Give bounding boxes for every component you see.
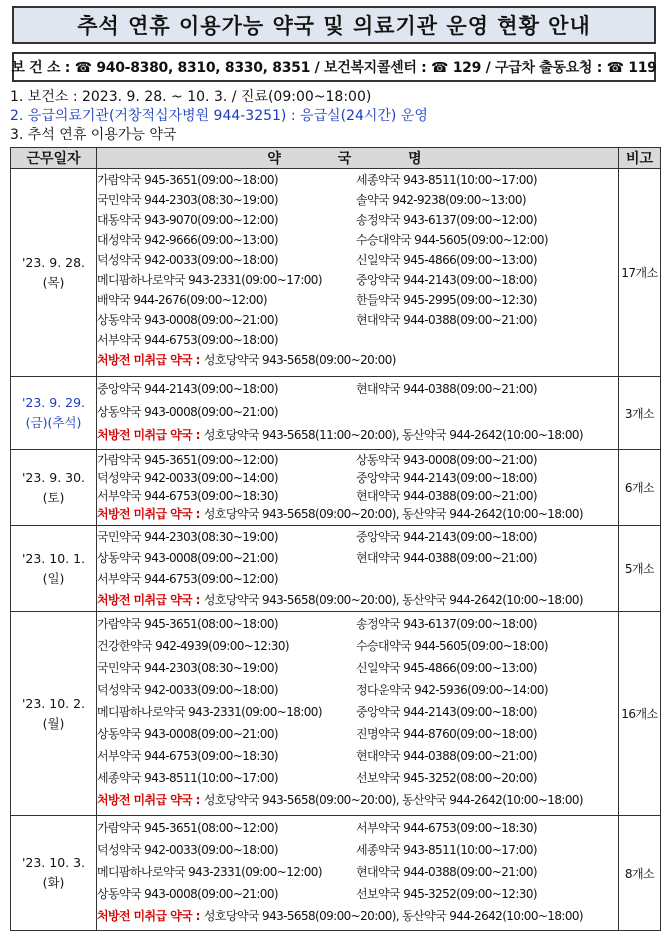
pharmacy-entry: 상동약국 943-0008(09:00~21:00) <box>97 726 278 741</box>
work-day-label: (화) <box>42 875 65 890</box>
pharmacy-entry: 송정약국 943-6137(09:00~18:00) <box>356 616 537 631</box>
pharmacy-pair <box>97 269 618 289</box>
work-date: '23. 9. 28. <box>21 254 86 270</box>
pharmacy-count: 5개소 <box>619 526 661 612</box>
table-row <box>11 377 661 450</box>
work-date-cell <box>11 612 97 816</box>
work-date: '23. 10. 1. <box>21 550 86 566</box>
pharmacy-entry: 국민약국 944-2303(08:30~19:00) <box>97 660 278 675</box>
pharmacy-entry: 건강한약국 942-4939(09:00~12:30) <box>97 638 289 653</box>
pharmacy-pair <box>97 289 618 309</box>
pharmacy-entry: 상동약국 943-0008(09:00~21:00) <box>97 312 278 327</box>
pharmacy-pair <box>97 189 618 209</box>
work-date: '23. 9. 29. <box>21 395 86 410</box>
non-prescription-entry: 성호당약국 943-5658(09:00~20:00), <box>203 908 400 923</box>
non-prescription-pharmacies <box>97 349 618 369</box>
non-prescription-entry: 동산약국 944-2642(10:00~18:00) <box>402 506 583 521</box>
work-date-cell <box>11 816 97 931</box>
pharmacy-entry: 세종약국 943-8511(10:00~17:00) <box>356 172 537 187</box>
pharmacy-entry: 서부약국 944-6753(09:00~18:30) <box>97 748 278 763</box>
pharmacy-pair <box>97 329 618 349</box>
work-date: '23. 10. 3. <box>21 855 86 870</box>
non-prescription-pharmacies <box>97 423 618 446</box>
pharmacy-entry: 현대약국 944-0388(09:00~21:00) <box>356 551 537 565</box>
pharmacy-entry: 진명약국 944-8760(09:00~18:00) <box>356 726 537 741</box>
pharmacy-entry: 덕성약국 942-0033(09:00~14:00) <box>97 470 278 485</box>
non-prescription-label: 처방전 미취급 약국 : <box>97 506 200 521</box>
work-date-cell <box>11 377 97 450</box>
pharmacy-entry: 선보약국 945-3252(08:00~20:00) <box>356 770 537 785</box>
table-row <box>11 450 661 526</box>
pharmacy-list-cell <box>97 377 619 450</box>
work-date: '23. 10. 2. <box>21 695 86 711</box>
work-date-cell <box>11 169 97 377</box>
pharmacy-pair <box>97 450 618 468</box>
pharmacy-list-cell <box>97 450 619 526</box>
pharmacy-schedule-table <box>10 147 661 931</box>
pharmacy-entry: 대동약국 943-9070(09:00~12:00) <box>97 212 278 227</box>
work-day-label: (금)(추석) <box>25 415 82 430</box>
pharmacy-pair <box>97 568 618 589</box>
notes <box>10 88 660 145</box>
pharmacy-pair <box>97 209 618 229</box>
pharmacy-entry: 한들약국 945-2995(09:00~12:30) <box>356 292 537 307</box>
non-prescription-label: 처방전 미취급 약국 : <box>97 428 200 442</box>
pharmacy-entry: 정다운약국 942-5936(09:00~14:00) <box>356 682 548 697</box>
work-day-label: (토) <box>42 489 65 505</box>
pharmacy-entry: 가람약국 945-3651(08:00~18:00) <box>97 616 278 631</box>
pharmacy-entry: 중앙약국 944-2143(09:00~18:00) <box>97 382 278 396</box>
pharmacy-pair <box>97 249 618 269</box>
pharmacy-count: 8개소 <box>619 816 661 931</box>
pharmacy-entry: 가람약국 945-3651(08:00~12:00) <box>97 820 278 835</box>
pharmacy-entry: 서부약국 944-6753(09:00~18:30) <box>97 488 278 503</box>
pharmacy-pair <box>97 526 618 547</box>
pharmacy-pair <box>97 816 618 838</box>
note-clinic-hours: 1. 보건소 : 2023. 9. 28. ~ 10. 3. / 진료(09:00~18:00) <box>10 89 372 105</box>
non-prescription-entry: 성호당약국 943-5658(11:00~20:00), <box>203 428 400 442</box>
work-date-cell <box>11 526 97 612</box>
pharmacy-entry: 가람약국 945-3651(09:00~18:00) <box>97 172 278 187</box>
pharmacy-count: 16개소 <box>619 612 661 816</box>
pharmacy-entry: 현대약국 944-0388(09:00~21:00) <box>356 382 537 396</box>
non-prescription-pharmacies <box>97 504 618 522</box>
pharmacy-entry: 신일약국 945-4866(09:00~13:00) <box>356 252 537 267</box>
non-prescription-entry: 동산약국 944-2642(10:00~18:00) <box>402 792 583 807</box>
header-pharmacy-name: 약 국 명 <box>97 148 619 169</box>
pharmacy-entry: 배약국 944-2676(09:00~12:00) <box>97 292 267 307</box>
pharmacy-pair <box>97 860 618 882</box>
table-row <box>11 816 661 931</box>
pharmacy-pair <box>97 612 618 634</box>
note-emergency-hospital: 2. 응급의료기관(거창적십자병원 944-3251) : 응급실(24시간) 운영 <box>10 108 428 124</box>
pharmacy-pair <box>97 229 618 249</box>
pharmacy-pair <box>97 766 618 788</box>
non-prescription-entry: 성호당약국 943-5658(09:00~20:00) <box>203 352 396 367</box>
pharmacy-entry: 세종약국 943-8511(10:00~17:00) <box>356 842 537 857</box>
pharmacy-entry: 가람약국 945-3651(09:00~12:00) <box>97 452 278 467</box>
pharmacy-entry: 중앙약국 944-2143(09:00~18:00) <box>356 530 537 544</box>
pharmacy-count: 3개소 <box>619 377 661 450</box>
pharmacy-entry: 국민약국 944-2303(08:30~19:00) <box>97 192 278 207</box>
pharmacy-entry: 신일약국 945-4866(09:00~13:00) <box>356 660 537 675</box>
work-day-label: (일) <box>42 570 65 586</box>
pharmacy-entry: 현대약국 944-0388(09:00~21:00) <box>356 312 537 327</box>
header-date: 근무일자 <box>11 148 97 169</box>
pharmacy-entry: 중앙약국 944-2143(09:00~18:00) <box>356 470 537 485</box>
pharmacy-entry: 선보약국 945-3252(09:00~12:30) <box>356 886 537 901</box>
pharmacy-pair <box>97 678 618 700</box>
contact-bar: 보 건 소 : ☎ 940-8380, 8310, 8330, 8351 / 보건복지콜센터 : ☎ 129 / 구급차 출동요청 : ☎ 119 <box>12 52 656 82</box>
work-date: '23. 9. 30. <box>21 469 86 485</box>
non-prescription-entry: 성호당약국 943-5658(09:00~20:00), <box>203 593 400 607</box>
header-note: 비고 <box>619 148 661 169</box>
pharmacy-entry: 서부약국 944-6753(09:00~18:30) <box>356 820 537 835</box>
pharmacy-entry: 대성약국 942-9666(09:00~13:00) <box>97 232 278 247</box>
pharmacy-list-cell <box>97 526 619 612</box>
page-title: 추석 연휴 이용가능 약국 및 의료기관 운영 현황 안내 <box>12 6 656 44</box>
non-prescription-label: 처방전 미취급 약국 : <box>97 352 200 367</box>
pharmacy-entry: 상동약국 943-0008(09:00~21:00) <box>97 405 278 419</box>
non-prescription-entry: 성호당약국 943-5658(09:00~20:00), <box>203 506 400 521</box>
pharmacy-count: 17개소 <box>619 169 661 377</box>
pharmacy-entry: 솔약국 942-9238(09:00~13:00) <box>356 192 526 207</box>
pharmacy-pair <box>97 722 618 744</box>
pharmacy-pair <box>97 547 618 568</box>
table-row <box>11 612 661 816</box>
pharmacy-pair <box>97 882 618 904</box>
non-prescription-entry: 동산약국 944-2642(10:00~18:00) <box>402 908 583 923</box>
pharmacy-pair <box>97 377 618 400</box>
pharmacy-pair <box>97 486 618 504</box>
pharmacy-entry: 덕성약국 942-0033(09:00~18:00) <box>97 682 278 697</box>
pharmacy-pair <box>97 634 618 656</box>
pharmacy-pair <box>97 838 618 860</box>
pharmacy-entry: 중앙약국 944-2143(09:00~18:00) <box>356 704 537 719</box>
pharmacy-entry: 메디팜하나로약국 943-2331(09:00~18:00) <box>97 704 322 719</box>
pharmacy-list-cell <box>97 169 619 377</box>
work-date-cell <box>11 450 97 526</box>
non-prescription-pharmacies <box>97 589 618 610</box>
pharmacy-entry: 서부약국 944-6753(09:00~12:00) <box>97 572 278 586</box>
pharmacy-pair <box>97 700 618 722</box>
work-day-label: (목) <box>42 274 65 290</box>
pharmacy-entry: 수승대약국 944-5605(09:00~18:00) <box>356 638 548 653</box>
pharmacy-pair <box>97 400 618 423</box>
work-day-label: (월) <box>42 715 65 731</box>
pharmacy-entry: 국민약국 944-2303(08:30~19:00) <box>97 530 278 544</box>
pharmacy-entry: 메디팜하나로약국 943-2331(09:00~17:00) <box>97 272 322 287</box>
pharmacy-entry: 송정약국 943-6137(09:00~12:00) <box>356 212 537 227</box>
pharmacy-entry: 현대약국 944-0388(09:00~21:00) <box>356 488 537 503</box>
non-prescription-entry: 성호당약국 943-5658(09:00~20:00), <box>203 792 400 807</box>
pharmacy-pair <box>97 744 618 766</box>
pharmacy-entry: 서부약국 944-6753(09:00~18:00) <box>97 332 278 347</box>
pharmacy-list-cell <box>97 816 619 931</box>
pharmacy-pair <box>97 309 618 329</box>
pharmacy-entry: 수승대약국 944-5605(09:00~12:00) <box>356 232 548 247</box>
pharmacy-entry: 상동약국 943-0008(09:00~21:00) <box>356 452 537 467</box>
pharmacy-entry: 상동약국 943-0008(09:00~21:00) <box>97 551 278 565</box>
pharmacy-entry: 덕성약국 942-0033(09:00~18:00) <box>97 252 278 267</box>
pharmacy-entry: 상동약국 943-0008(09:00~21:00) <box>97 886 278 901</box>
pharmacy-pair <box>97 468 618 486</box>
note-pharmacy-heading: 3. 추석 연휴 이용가능 약국 <box>10 127 177 143</box>
pharmacy-entry: 중앙약국 944-2143(09:00~18:00) <box>356 272 537 287</box>
pharmacy-entry: 현대약국 944-0388(09:00~21:00) <box>356 748 537 763</box>
table-row <box>11 169 661 377</box>
pharmacy-count: 6개소 <box>619 450 661 526</box>
table-row <box>11 526 661 612</box>
non-prescription-label: 처방전 미취급 약국 : <box>97 908 200 923</box>
pharmacy-entry: 덕성약국 942-0033(09:00~18:00) <box>97 842 278 857</box>
pharmacy-pair <box>97 656 618 678</box>
non-prescription-label: 처방전 미취급 약국 : <box>97 792 200 807</box>
pharmacy-entry: 메디팜하나로약국 943-2331(09:00~12:00) <box>97 864 322 879</box>
pharmacy-pair <box>97 169 618 189</box>
non-prescription-label: 처방전 미취급 약국 : <box>97 593 200 607</box>
pharmacy-entry: 세종약국 943-8511(10:00~17:00) <box>97 770 278 785</box>
pharmacy-list-cell <box>97 612 619 816</box>
non-prescription-pharmacies <box>97 904 618 926</box>
non-prescription-entry: 동산약국 944-2642(10:00~18:00) <box>402 593 583 607</box>
non-prescription-entry: 동산약국 944-2642(10:00~18:00) <box>402 428 583 442</box>
table-header-row <box>11 148 661 169</box>
non-prescription-pharmacies <box>97 788 618 810</box>
pharmacy-entry: 현대약국 944-0388(09:00~21:00) <box>356 864 537 879</box>
